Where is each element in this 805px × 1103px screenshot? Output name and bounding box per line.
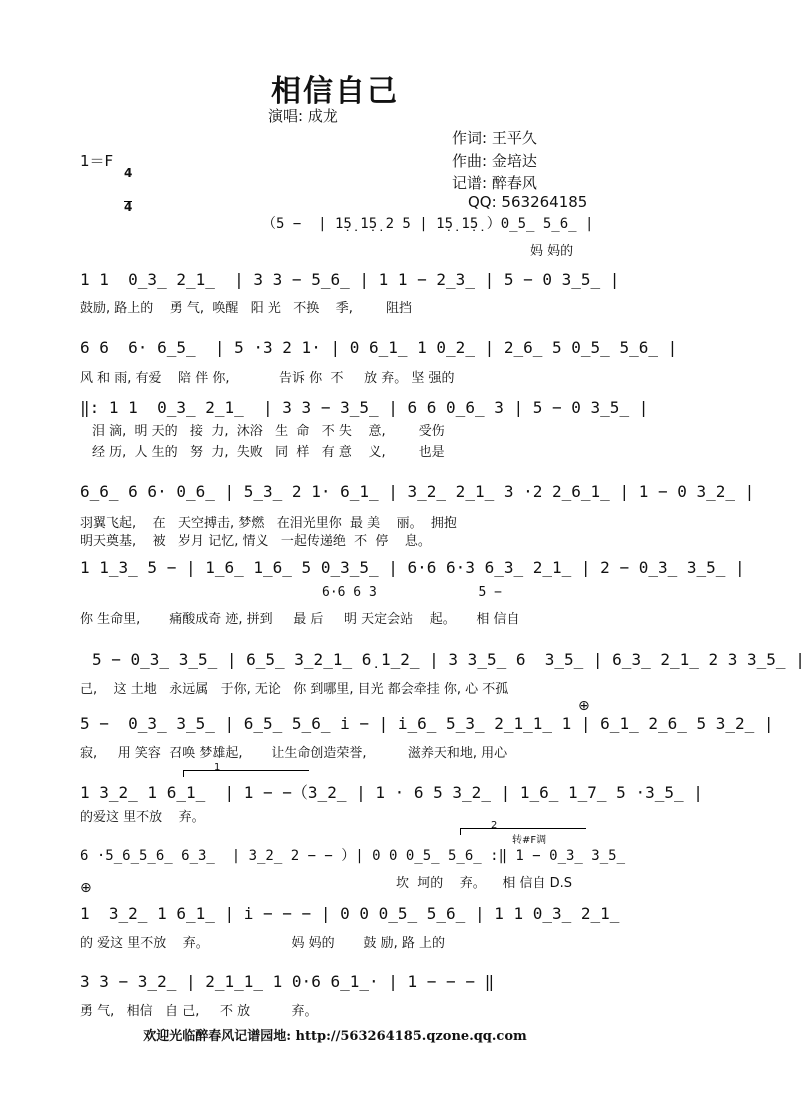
- coda-mark-1: ⊕: [578, 698, 590, 714]
- volta-1-label: 1: [214, 762, 221, 773]
- lyric-row-11: 的 爱这 里不放 弃。 妈 妈的 鼓 励, 路 上的: [80, 936, 446, 951]
- lyric-row-4-verse-1: 泪 滴, 明 天的 接 力, 沐浴 生 命 不 失 意, 受伤: [92, 424, 445, 439]
- qq-credit: QQ: 563264185: [468, 193, 588, 211]
- lyric-row-4-verse-2: 经 历, 人 生的 努 力, 失败 同 样 有 意 义, 也是: [92, 445, 445, 460]
- notation-row-10: 6 ·5̲6̲5̲6̲ 6̲3̲ | 3̲2̲ 2 − − ）| 0 0 0̲5̲ 5̲6̲ :‖ 1 − 0̲3̲ 3̲5̲: [80, 848, 626, 864]
- notation-row-4: ‖: 1 1 0̲3̲ 2̲1̲ | 3 3 − 3̲5̲ | 6 6 0̲6̲ 3 | 5 − 0 3̲5̲ |: [80, 398, 649, 417]
- lyric-row-6: 你 生命里, 痛酸成奇 迹, 拼到 最 后 明 天定会站 起。 相 信自: [80, 612, 520, 627]
- notation-row-7: 5 − 0̲3̲ 3̲5̲ | 6̲5̲ 3̲2̲1̲ 6̣ 1̲2̲ | 3 3̲5̲ 6 3̲5̲ | 6̲3̲ 2̲1̲ 2 3 3̲5̲ |: [92, 650, 805, 669]
- lyric-row-5-verse-1: 羽翼飞起, 在 天空搏击, 梦燃 在泪光里你 最 美 丽。 拥抱: [80, 516, 457, 531]
- lyric-row-5-verse-2: 明天奠基, 被 岁月 记忆, 情义 一起传递绝 不 停 息。: [80, 534, 431, 549]
- lyric-row-12: 勇 气, 相信 自 己, 不 放 弃。: [80, 1004, 318, 1019]
- lyricist-credit: 作词: 王平久: [452, 129, 537, 147]
- volta-bracket-1: [183, 770, 309, 777]
- composer-credit: 作曲: 金培达: [452, 152, 537, 170]
- notation-row-6: 1 1̲3̲ 5 − | 1̲6̲ 1̲6̲ 5 0̲3̲5̲ | 6·6 6·3 6̲3̲ 2̲1̲ | 2 − 0̲3̲ 3̲5̲ |: [80, 558, 745, 577]
- lyric-row-8: 寂, 用 笑容 召唤 梦雄起, 让生命创造荣誉, 滋养天和地, 用心: [80, 746, 508, 761]
- key-change-label: 转#F调: [512, 835, 547, 846]
- notation-row-12: 3 3 − 3̲2̲ | 2̲1̲1̲ 1 0·6 6̲1̲· | 1 − − − ‖: [80, 972, 495, 991]
- notation-row-1: （5 − | 1̣5̣ 1̣5̣ 2 5 | 1̣5̣ 1̣5̣ ）0̲5̲ 5̲6̲ |: [262, 216, 594, 232]
- song-title: 相信自己: [271, 74, 399, 109]
- notation-row-5: 6̲6̲ 6 6· 0̲6̲ | 5̲3̲ 2 1· 6̲1̲ | 3̲2̲ 2̲1̲ 3 ·2 2̲6̲1̲ | 1 − 0 3̲2̲ |: [80, 482, 755, 501]
- notation-row-9: 1 3̲2̲ 1 6̲1̲ | 1 − −（3̲2̲ | 1 · 6 5 3̲2̲ | 1̲6̲ 1̲7̲ 5 ·3̲5̲ |: [80, 783, 703, 802]
- lyric-row-3: 风 和 雨, 有爱 陪 伴 你, 告诉 你 不 放 弃。 坚 强的: [80, 371, 455, 386]
- lyric-row-1: 妈 妈的: [530, 244, 574, 259]
- key-signature: 1＝F: [80, 152, 114, 170]
- time-signature-top: 4: [124, 166, 133, 180]
- lyric-row-7: 己, 这 土地 永远属 于你, 无论 你 到哪里, 目光 都会牵挂 你, 心 不孤: [80, 682, 509, 697]
- singer-label: 演唱: 成龙: [268, 107, 338, 125]
- footer-link[interactable]: 欢迎光临醉春风记谱园地: http://563264185.qzone.qq.com: [143, 1029, 527, 1044]
- time-signature: [124, 146, 132, 224]
- notation-row-3: 6 6 6· 6̲5̲ | 5 ·3 2 1· | 0 6̲1̲ 1 0̲2̲ | 2̲6̲ 5 0̲5̲ 5̲6̲ |: [80, 338, 678, 357]
- notation-row-6-alt: 6·6 6 3 5 −: [322, 585, 503, 600]
- volta-2-label: 2: [491, 820, 498, 831]
- lyric-row-2: 鼓励, 路上的 勇 气, 唤醒 阳 光 不换 季, 阻挡: [80, 301, 412, 316]
- notation-row-8: 5 − 0̲3̲ 3̲5̲ | 6̲5̲ 5̲6̲ i − | i̲6̲ 5̲3̲ 2̲1̲1̲ 1 | 6̲1̲ 2̲6̲ 5 3̲2̲ |: [80, 714, 774, 733]
- transcriber-credit: 记谱: 醉春风: [452, 174, 537, 192]
- lyric-row-10: 坎 坷的 弃。 相 信自 D.S: [396, 876, 572, 891]
- notation-row-11: 1 3̲2̲ 1 6̲1̲ | i − − − | 0 0 0̲5̲ 5̲6̲ | 1 1 0̲3̲ 2̲1̲: [80, 904, 620, 923]
- lyric-row-9: 的爱这 里不放 弃。: [80, 810, 205, 825]
- coda-mark-2: ⊕: [80, 880, 92, 896]
- notation-row-2: 1 1 0̲3̲ 2̲1̲ | 3 3 − 5̲6̲ | 1 1 − 2̲3̲ | 5 − 0 3̲5̲ |: [80, 270, 620, 289]
- time-signature-bottom: 4: [124, 200, 133, 214]
